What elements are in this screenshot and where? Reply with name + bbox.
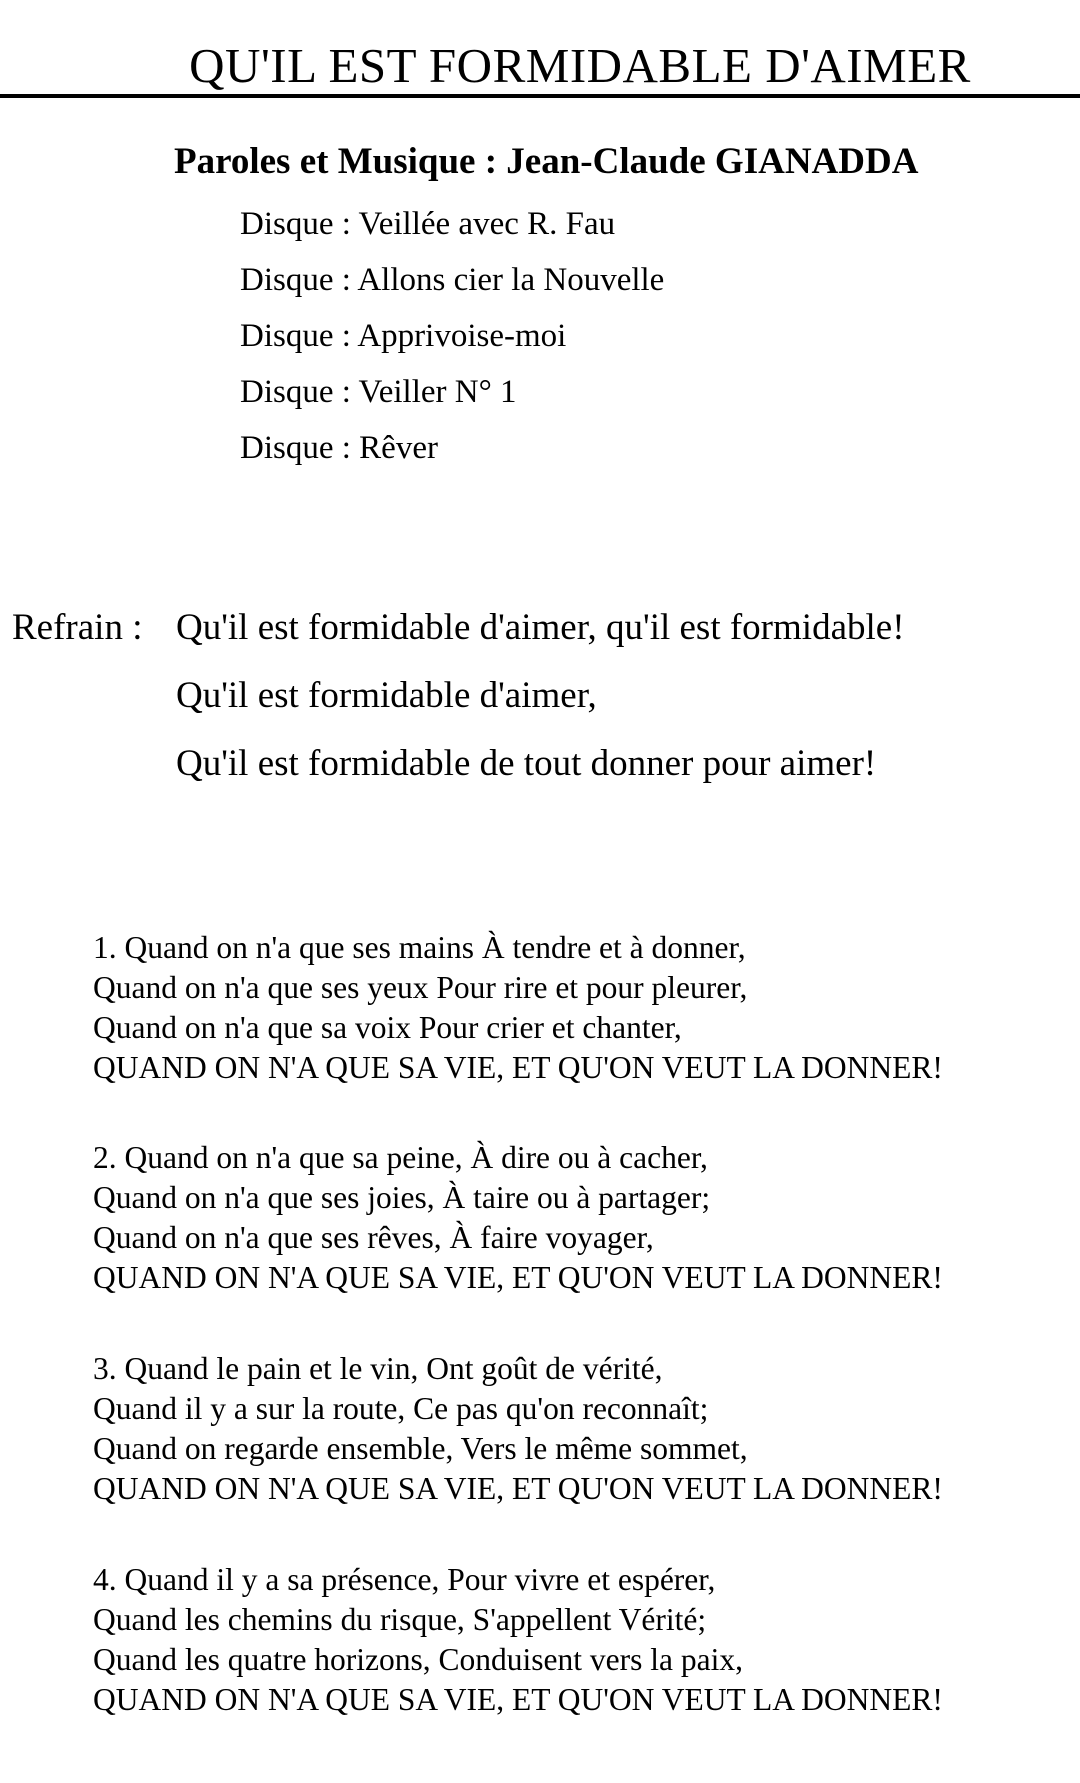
verse-line: Quand on n'a que ses yeux Pour rire et pour pleurer, (93, 970, 748, 1005)
verse-line: QUAND ON N'A QUE SA VIE, ET QU'ON VEUT LA DONNER! (93, 1471, 943, 1506)
song-title: QU'IL EST FORMIDABLE D'AIMER (189, 38, 971, 93)
refrain-line: Qu'il est formidable de tout donner pour aimer! (176, 743, 877, 784)
verse-line: Quand les quatre horizons, Conduisent vers la paix, (93, 1642, 743, 1677)
verse-line: 1. Quand on n'a que ses mains À tendre et à donner, (93, 930, 746, 965)
disc-list (240, 196, 664, 476)
verse-line: Quand on n'a que ses joies, À taire ou à partager; (93, 1180, 711, 1215)
verse-line: Quand il y a sur la route, Ce pas qu'on reconnaît; (93, 1391, 709, 1426)
disc-item: Disque : Rêver (240, 430, 438, 466)
verse-line: 2. Quand on n'a que sa peine, À dire ou à cacher, (93, 1140, 708, 1175)
verse-line: QUAND ON N'A QUE SA VIE, ET QU'ON VEUT LA DONNER! (93, 1260, 943, 1295)
verse-line: Quand les chemins du risque, S'appellent Vérité; (93, 1602, 707, 1637)
disc-item: Disque : Veiller N° 1 (240, 374, 517, 410)
refrain-line: Qu'il est formidable d'aimer, (176, 675, 597, 716)
verse-2 (93, 1138, 943, 1298)
verse-line: Quand on regarde ensemble, Vers le même sommet, (93, 1431, 748, 1466)
disc-item: Disque : Allons cier la Nouvelle (240, 262, 665, 298)
verse-line: 4. Quand il y a sa présence, Pour vivre et espérer, (93, 1562, 716, 1597)
verse-line: QUAND ON N'A QUE SA VIE, ET QU'ON VEUT LA DONNER! (93, 1050, 943, 1085)
verse-1 (93, 928, 943, 1088)
verse-line: QUAND ON N'A QUE SA VIE, ET QU'ON VEUT LA DONNER! (93, 1682, 943, 1717)
verse-line: 3. Quand le pain et le vin, Ont goût de vérité, (93, 1351, 663, 1386)
verse-line: Quand on n'a que ses rêves, À faire voyager, (93, 1220, 654, 1255)
title-underline (0, 94, 1080, 98)
refrain-lines (176, 594, 1076, 798)
refrain-label: Refrain : (12, 607, 143, 648)
verse-3 (93, 1349, 943, 1509)
verse-4 (93, 1560, 943, 1720)
credits-line: Paroles et Musique : Jean-Claude GIANADDA (174, 141, 919, 182)
disc-item: Disque : Veillée avec R. Fau (240, 206, 616, 242)
disc-item: Disque : Apprivoise-moi (240, 318, 567, 354)
verse-line: Quand on n'a que sa voix Pour crier et chanter, (93, 1010, 682, 1045)
refrain-line: Qu'il est formidable d'aimer, qu'il est formidable! (176, 607, 905, 648)
